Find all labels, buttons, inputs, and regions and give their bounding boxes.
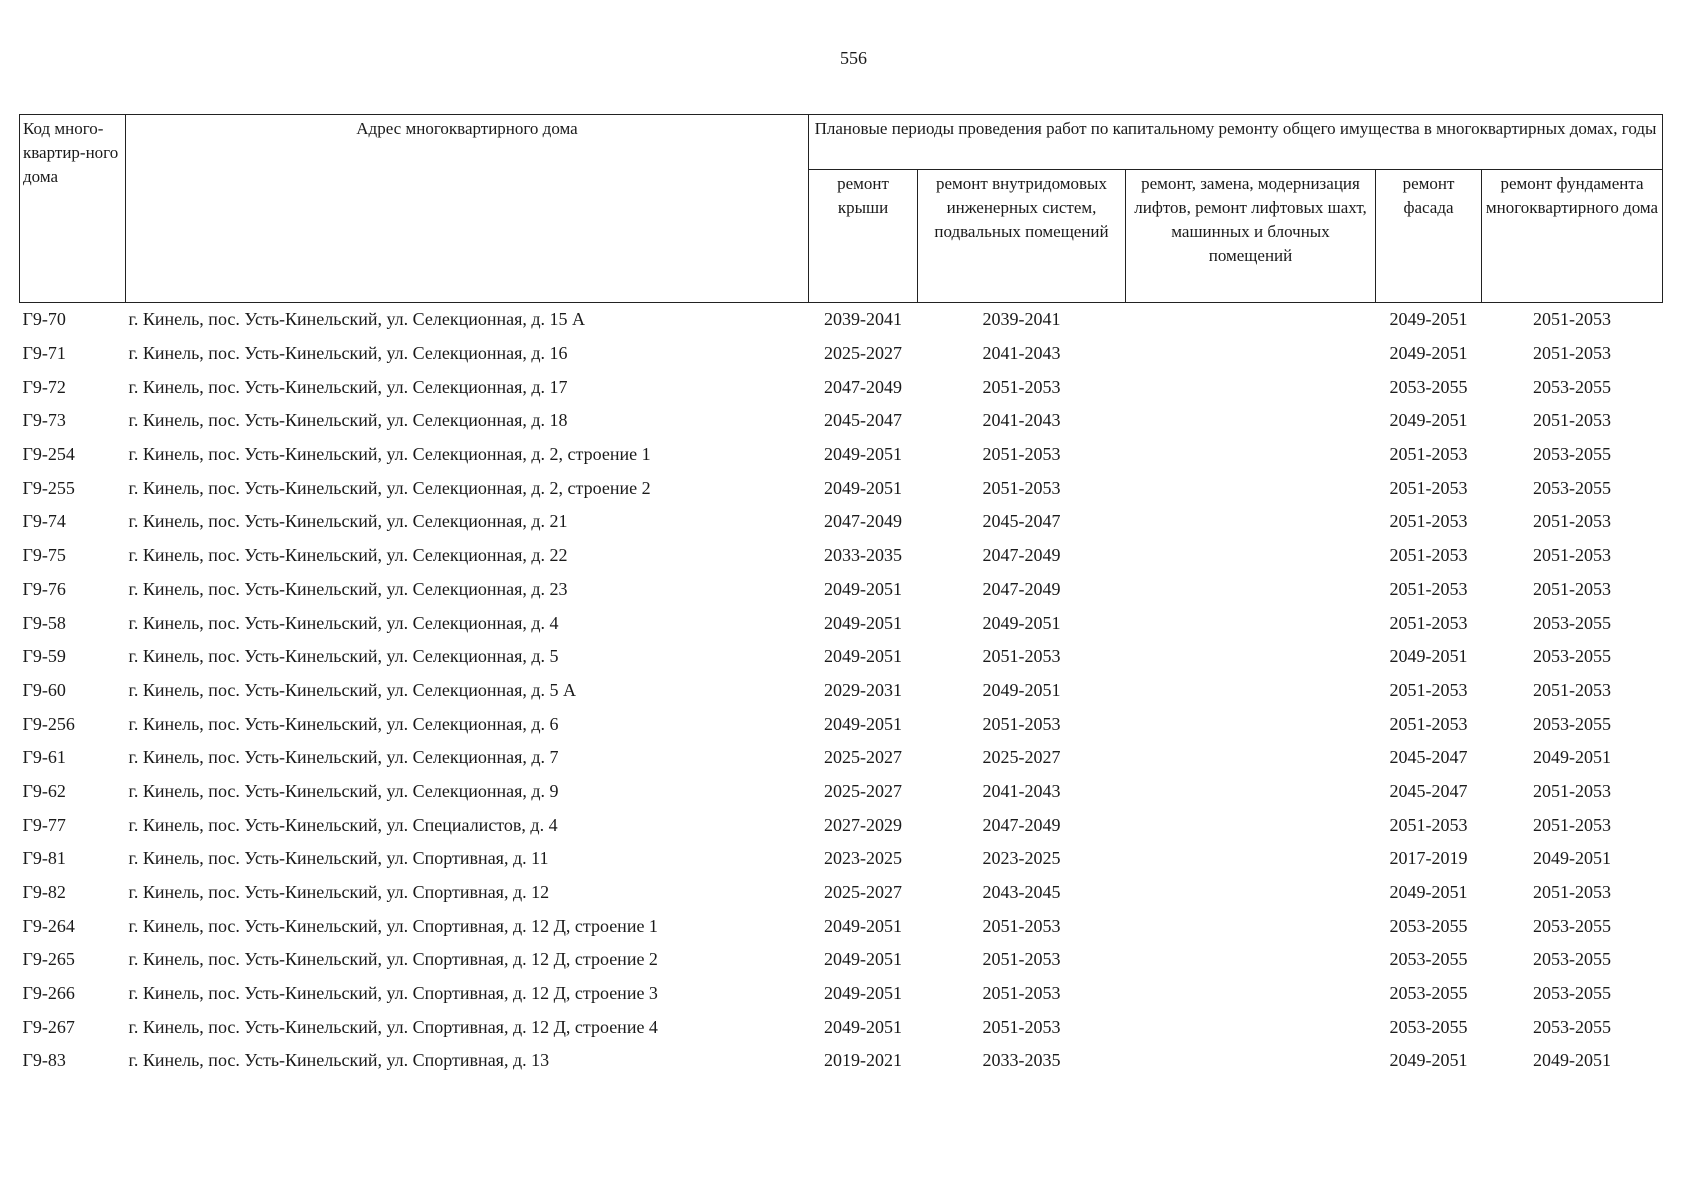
roof-period-cell: 2049-2051 xyxy=(824,646,902,667)
facade-period-cell: 2051-2053 xyxy=(1389,612,1468,633)
address-cell: г. Кинель, пос. Усть-Кинельский, ул. Селекционная, д. 15 А xyxy=(128,309,586,330)
header-address: Адрес многоквартирного дома xyxy=(126,115,809,303)
engineering-period-cell: 2023-2025 xyxy=(982,848,1061,869)
lift-period-cell xyxy=(1126,1044,1376,1078)
engineering-period-cell: 2049-2051 xyxy=(982,612,1061,633)
table-row xyxy=(20,337,1663,371)
foundation-period-cell: 2053-2055 xyxy=(1533,983,1611,1004)
building-code-cell: Г9-265 xyxy=(22,949,75,970)
foundation-period-cell: 2053-2055 xyxy=(1533,949,1611,970)
lift-period-cell xyxy=(1126,674,1376,708)
engineering-period-cell: 2041-2043 xyxy=(982,780,1061,801)
lift-period-cell xyxy=(1126,707,1376,741)
table-row xyxy=(20,775,1663,809)
foundation-period-cell: 2051-2053 xyxy=(1533,679,1611,700)
lift-period-cell xyxy=(1126,943,1376,977)
foundation-period-cell: 2053-2055 xyxy=(1533,444,1611,465)
address-cell: г. Кинель, пос. Усть-Кинельский, ул. Селекционная, д. 9 xyxy=(128,780,559,801)
header-foundation-repair: ремонт фундамента многоквартирного дома xyxy=(1482,170,1663,303)
address-cell: г. Кинель, пос. Усть-Кинельский, ул. Селекционная, д. 18 xyxy=(128,410,568,431)
roof-period-cell: 2023-2025 xyxy=(824,848,902,869)
address-cell: г. Кинель, пос. Усть-Кинельский, ул. Спортивная, д. 12 Д, строение 3 xyxy=(128,983,658,1004)
roof-period-cell: 2049-2051 xyxy=(824,983,902,1004)
engineering-period-cell: 2041-2043 xyxy=(982,410,1061,431)
table-row xyxy=(20,876,1663,910)
roof-period-cell: 2049-2051 xyxy=(824,915,902,936)
facade-period-cell: 2049-2051 xyxy=(1389,309,1468,330)
address-cell: г. Кинель, пос. Усть-Кинельский, ул. Селекционная, д. 6 xyxy=(128,713,559,734)
header-lift-repair: ремонт, замена, модернизация лифтов, ремонт лифтовых шахт, машинных и блочных помещений xyxy=(1126,170,1376,303)
table-row xyxy=(20,303,1663,337)
address-cell: г. Кинель, пос. Усть-Кинельский, ул. Селекционная, д. 4 xyxy=(128,612,559,633)
lift-period-cell xyxy=(1126,606,1376,640)
foundation-period-cell: 2051-2053 xyxy=(1533,410,1611,431)
engineering-period-cell: 2051-2053 xyxy=(982,1016,1061,1037)
facade-period-cell: 2049-2051 xyxy=(1389,410,1468,431)
address-cell: г. Кинель, пос. Усть-Кинельский, ул. Спортивная, д. 12 Д, строение 2 xyxy=(128,949,658,970)
header-planned-periods: Плановые периоды проведения работ по капитальному ремонту общего имущества в многоквартирных домах, годы xyxy=(809,115,1663,170)
engineering-period-cell: 2045-2047 xyxy=(982,511,1061,532)
foundation-period-cell: 2049-2051 xyxy=(1533,1050,1611,1071)
table-row xyxy=(20,808,1663,842)
roof-period-cell: 2025-2027 xyxy=(824,882,902,903)
roof-period-cell: 2019-2021 xyxy=(824,1050,902,1071)
lift-period-cell xyxy=(1126,977,1376,1011)
facade-period-cell: 2051-2053 xyxy=(1389,814,1468,835)
building-code-cell: Г9-266 xyxy=(22,983,75,1004)
facade-period-cell: 2049-2051 xyxy=(1389,1050,1468,1071)
roof-period-cell: 2049-2051 xyxy=(824,477,902,498)
roof-period-cell: 2025-2027 xyxy=(824,747,902,768)
address-cell: г. Кинель, пос. Усть-Кинельский, ул. Спортивная, д. 12 Д, строение 1 xyxy=(128,915,658,936)
lift-period-cell xyxy=(1126,539,1376,573)
lift-period-cell xyxy=(1126,370,1376,404)
table-row xyxy=(20,606,1663,640)
roof-period-cell: 2049-2051 xyxy=(824,949,902,970)
building-code-cell: Г9-60 xyxy=(22,679,66,700)
building-code-cell: Г9-254 xyxy=(22,444,75,465)
table-body xyxy=(20,303,1663,1078)
engineering-period-cell: 2025-2027 xyxy=(982,747,1061,768)
foundation-period-cell: 2051-2053 xyxy=(1533,309,1611,330)
building-code-cell: Г9-76 xyxy=(22,578,66,599)
roof-period-cell: 2039-2041 xyxy=(824,309,902,330)
engineering-period-cell: 2051-2053 xyxy=(982,646,1061,667)
table-row xyxy=(20,640,1663,674)
page-number: 556 xyxy=(840,48,867,68)
table-row xyxy=(20,505,1663,539)
roof-period-cell: 2027-2029 xyxy=(824,814,902,835)
building-code-cell: Г9-59 xyxy=(22,646,66,667)
building-code-cell: Г9-62 xyxy=(22,780,66,801)
building-code-cell: Г9-264 xyxy=(22,915,75,936)
table-row xyxy=(20,943,1663,977)
building-code-cell: Г9-58 xyxy=(22,612,66,633)
header-engineering-systems: ремонт внутридомовых инженерных систем, подвальных помещений xyxy=(918,170,1126,303)
address-cell: г. Кинель, пос. Усть-Кинельский, ул. Спортивная, д. 11 xyxy=(128,848,549,869)
foundation-period-cell: 2051-2053 xyxy=(1533,545,1611,566)
facade-period-cell: 2051-2053 xyxy=(1389,578,1468,599)
address-cell: г. Кинель, пос. Усть-Кинельский, ул. Селекционная, д. 2, строение 2 xyxy=(128,477,651,498)
foundation-period-cell: 2053-2055 xyxy=(1533,477,1611,498)
engineering-period-cell: 2051-2053 xyxy=(982,477,1061,498)
engineering-period-cell: 2047-2049 xyxy=(982,545,1061,566)
foundation-period-cell: 2053-2055 xyxy=(1533,713,1611,734)
building-code-cell: Г9-72 xyxy=(22,376,66,397)
header-building-code: Код много-квартир-ного дома xyxy=(20,115,126,303)
address-cell: г. Кинель, пос. Усть-Кинельский, ул. Селекционная, д. 7 xyxy=(128,747,559,768)
table-row xyxy=(20,573,1663,607)
foundation-period-cell: 2051-2053 xyxy=(1533,814,1611,835)
table-row xyxy=(20,539,1663,573)
foundation-period-cell: 2049-2051 xyxy=(1533,848,1611,869)
lift-period-cell xyxy=(1126,438,1376,472)
engineering-period-cell: 2051-2053 xyxy=(982,949,1061,970)
table-row xyxy=(20,842,1663,876)
building-code-cell: Г9-256 xyxy=(22,713,75,734)
engineering-period-cell: 2051-2053 xyxy=(982,713,1061,734)
building-code-cell: Г9-267 xyxy=(22,1016,75,1037)
roof-period-cell: 2049-2051 xyxy=(824,612,902,633)
lift-period-cell xyxy=(1126,876,1376,910)
lift-period-cell xyxy=(1126,1010,1376,1044)
foundation-period-cell: 2053-2055 xyxy=(1533,612,1611,633)
engineering-period-cell: 2051-2053 xyxy=(982,983,1061,1004)
roof-period-cell: 2025-2027 xyxy=(824,343,902,364)
facade-period-cell: 2049-2051 xyxy=(1389,646,1468,667)
lift-period-cell xyxy=(1126,471,1376,505)
roof-period-cell: 2033-2035 xyxy=(824,545,902,566)
address-cell: г. Кинель, пос. Усть-Кинельский, ул. Селекционная, д. 16 xyxy=(128,343,568,364)
building-code-cell: Г9-255 xyxy=(22,477,75,498)
lift-period-cell xyxy=(1126,303,1376,337)
address-cell: г. Кинель, пос. Усть-Кинельский, ул. Селекционная, д. 23 xyxy=(128,578,568,599)
facade-period-cell: 2053-2055 xyxy=(1389,1016,1468,1037)
engineering-period-cell: 2051-2053 xyxy=(982,376,1061,397)
table-row xyxy=(20,674,1663,708)
building-code-cell: Г9-74 xyxy=(22,511,66,532)
facade-period-cell: 2051-2053 xyxy=(1389,545,1468,566)
foundation-period-cell: 2053-2055 xyxy=(1533,376,1611,397)
foundation-period-cell: 2051-2053 xyxy=(1533,882,1611,903)
table-row xyxy=(20,909,1663,943)
roof-period-cell: 2029-2031 xyxy=(824,679,902,700)
facade-period-cell: 2051-2053 xyxy=(1389,679,1468,700)
address-cell: г. Кинель, пос. Усть-Кинельский, ул. Селекционная, д. 17 xyxy=(128,376,568,397)
facade-period-cell: 2053-2055 xyxy=(1389,983,1468,1004)
foundation-period-cell: 2049-2051 xyxy=(1533,747,1611,768)
facade-period-cell: 2053-2055 xyxy=(1389,949,1468,970)
capital-repair-plan-table xyxy=(19,114,1663,1078)
table-row xyxy=(20,438,1663,472)
building-code-cell: Г9-70 xyxy=(22,309,66,330)
header-facade-repair: ремонт фасада xyxy=(1376,170,1482,303)
roof-period-cell: 2045-2047 xyxy=(824,410,902,431)
table-row xyxy=(20,1010,1663,1044)
address-cell: г. Кинель, пос. Усть-Кинельский, ул. Спортивная, д. 13 xyxy=(128,1050,550,1071)
roof-period-cell: 2049-2051 xyxy=(824,444,902,465)
facade-period-cell: 2049-2051 xyxy=(1389,343,1468,364)
building-code-cell: Г9-73 xyxy=(22,410,66,431)
engineering-period-cell: 2047-2049 xyxy=(982,578,1061,599)
roof-period-cell: 2049-2051 xyxy=(824,1016,902,1037)
engineering-period-cell: 2047-2049 xyxy=(982,814,1061,835)
facade-period-cell: 2049-2051 xyxy=(1389,882,1468,903)
lift-period-cell xyxy=(1126,640,1376,674)
lift-period-cell xyxy=(1126,842,1376,876)
roof-period-cell: 2047-2049 xyxy=(824,511,902,532)
engineering-period-cell: 2049-2051 xyxy=(982,679,1061,700)
foundation-period-cell: 2053-2055 xyxy=(1533,915,1611,936)
lift-period-cell xyxy=(1126,337,1376,371)
header-roof-repair: ремонт крыши xyxy=(809,170,918,303)
roof-period-cell: 2025-2027 xyxy=(824,780,902,801)
building-code-cell: Г9-83 xyxy=(22,1050,66,1071)
engineering-period-cell: 2039-2041 xyxy=(982,309,1061,330)
building-code-cell: Г9-75 xyxy=(22,545,66,566)
engineering-period-cell: 2051-2053 xyxy=(982,915,1061,936)
address-cell: г. Кинель, пос. Усть-Кинельский, ул. Селекционная, д. 2, строение 1 xyxy=(128,444,651,465)
foundation-period-cell: 2051-2053 xyxy=(1533,578,1611,599)
foundation-period-cell: 2053-2055 xyxy=(1533,1016,1611,1037)
table-row xyxy=(20,404,1663,438)
foundation-period-cell: 2051-2053 xyxy=(1533,511,1611,532)
address-cell: г. Кинель, пос. Усть-Кинельский, ул. Селекционная, д. 5 xyxy=(128,646,559,667)
engineering-period-cell: 2033-2035 xyxy=(982,1050,1061,1071)
building-code-cell: Г9-81 xyxy=(22,848,66,869)
facade-period-cell: 2045-2047 xyxy=(1389,747,1468,768)
address-cell: г. Кинель, пос. Усть-Кинельский, ул. Селекционная, д. 5 А xyxy=(128,679,577,700)
facade-period-cell: 2017-2019 xyxy=(1389,848,1468,869)
table-row xyxy=(20,471,1663,505)
lift-period-cell xyxy=(1126,909,1376,943)
building-code-cell: Г9-77 xyxy=(22,814,66,835)
building-code-cell: Г9-61 xyxy=(22,747,66,768)
roof-period-cell: 2049-2051 xyxy=(824,713,902,734)
facade-period-cell: 2051-2053 xyxy=(1389,477,1468,498)
address-cell: г. Кинель, пос. Усть-Кинельский, ул. Специалистов, д. 4 xyxy=(128,814,558,835)
roof-period-cell: 2049-2051 xyxy=(824,578,902,599)
table-row xyxy=(20,1044,1663,1078)
address-cell: г. Кинель, пос. Усть-Кинельский, ул. Спортивная, д. 12 xyxy=(128,882,550,903)
engineering-period-cell: 2041-2043 xyxy=(982,343,1061,364)
facade-period-cell: 2045-2047 xyxy=(1389,780,1468,801)
address-cell: г. Кинель, пос. Усть-Кинельский, ул. Спортивная, д. 12 Д, строение 4 xyxy=(128,1016,658,1037)
facade-period-cell: 2051-2053 xyxy=(1389,713,1468,734)
lift-period-cell xyxy=(1126,404,1376,438)
table-header xyxy=(20,115,1663,303)
facade-period-cell: 2053-2055 xyxy=(1389,915,1468,936)
lift-period-cell xyxy=(1126,573,1376,607)
foundation-period-cell: 2053-2055 xyxy=(1533,646,1611,667)
engineering-period-cell: 2043-2045 xyxy=(982,882,1061,903)
foundation-period-cell: 2051-2053 xyxy=(1533,343,1611,364)
building-code-cell: Г9-71 xyxy=(22,343,66,364)
building-code-cell: Г9-82 xyxy=(22,882,66,903)
address-cell: г. Кинель, пос. Усть-Кинельский, ул. Селекционная, д. 22 xyxy=(128,545,568,566)
lift-period-cell xyxy=(1126,741,1376,775)
foundation-period-cell: 2051-2053 xyxy=(1533,780,1611,801)
lift-period-cell xyxy=(1126,775,1376,809)
facade-period-cell: 2053-2055 xyxy=(1389,376,1468,397)
table-row xyxy=(20,977,1663,1011)
table-row xyxy=(20,707,1663,741)
facade-period-cell: 2051-2053 xyxy=(1389,511,1468,532)
address-cell: г. Кинель, пос. Усть-Кинельский, ул. Селекционная, д. 21 xyxy=(128,511,568,532)
lift-period-cell xyxy=(1126,808,1376,842)
engineering-period-cell: 2051-2053 xyxy=(982,444,1061,465)
table-row xyxy=(20,370,1663,404)
roof-period-cell: 2047-2049 xyxy=(824,376,902,397)
table-row xyxy=(20,741,1663,775)
facade-period-cell: 2051-2053 xyxy=(1389,444,1468,465)
lift-period-cell xyxy=(1126,505,1376,539)
